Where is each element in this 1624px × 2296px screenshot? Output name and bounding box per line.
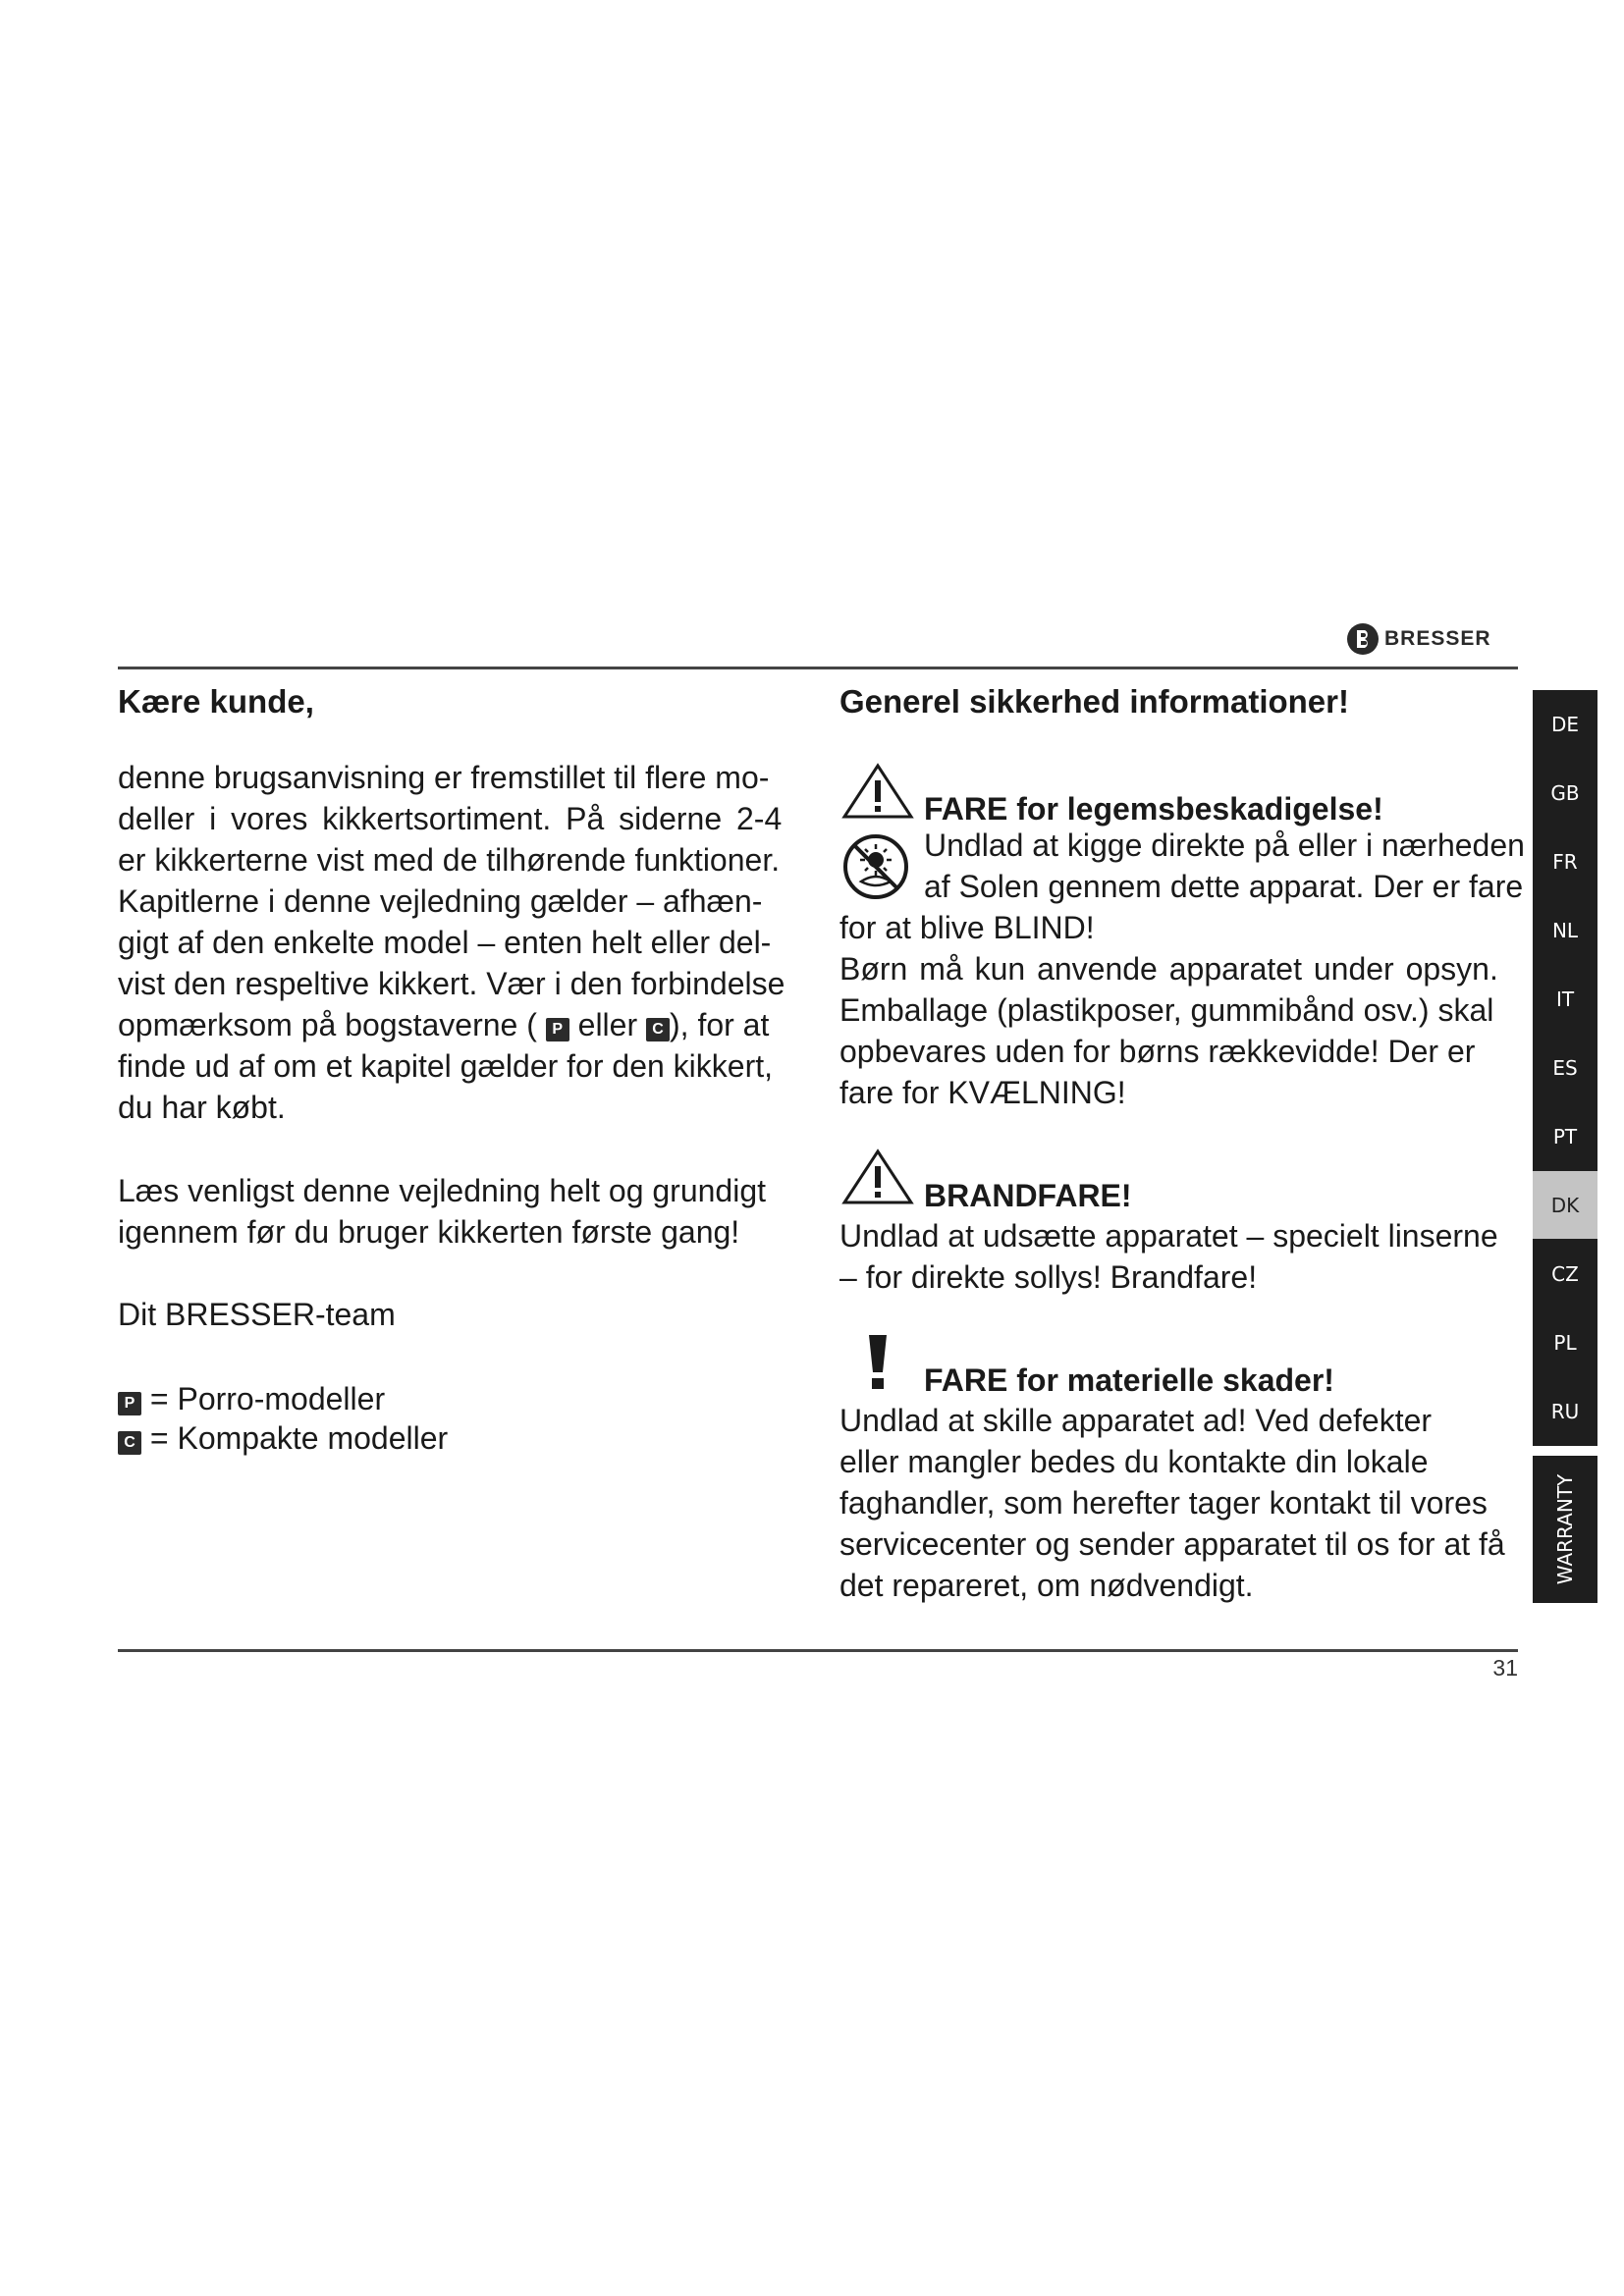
compact-marker-icon: C [646,1018,670,1041]
material-title: FARE for materielle skader! [924,1362,1334,1398]
tab-de[interactable]: DE [1533,690,1597,759]
intro-line: opmærksom på bogstaverne ( P eller C ), for at [118,1007,770,1042]
brand-name: BRESSER [1384,627,1491,650]
material-line: Undlad at skille apparatet ad! Ved defekter [839,1403,1433,1438]
intro-line: du har købt. [118,1090,286,1125]
header-rule [118,667,1518,669]
legend-porro: P = Porro-modeller [118,1378,385,1419]
greeting-heading: Kære kunde, [118,683,314,720]
material-line: faghandler, som herefter tager kontakt til vores [839,1485,1488,1521]
danger-line: af Solen gennem dette apparat. Der er fare [924,869,1524,904]
read-paragraph [118,1170,766,1253]
danger-line: Børn må kun anvende apparatet under opsyn. [839,951,1498,987]
material-damage-icon [867,1335,889,1390]
read-line: igennem før du bruger kikkerten første gang! [118,1214,740,1250]
intro-line: denne brugsanvisning er fremstillet til flere mo- [118,760,770,795]
danger-line: opbevares uden for børns rækkevidde! Der er [839,1034,1476,1069]
porro-key-icon: P [118,1392,141,1415]
intro-line: deller i vores kikkertsortiment. På siderne 2-4 [118,801,783,836]
page-number: 31 [1492,1655,1518,1681]
tab-pl[interactable]: PL [1533,1308,1597,1377]
danger-line: for at blive BLIND! [839,910,1095,945]
language-tabs [1533,690,1597,1603]
safety-heading: Generel sikkerhed informationer! [839,683,1349,720]
intro-line: finde ud af om et kapitel gælder for den kikkert, [118,1048,774,1084]
fire-title: BRANDFARE! [924,1178,1132,1213]
porro-marker-icon: P [546,1018,569,1041]
warranty-label: WARRANTY [1553,1473,1577,1585]
intro-line: er kikkerterne vist med de tilhørende funktioner. [118,842,781,878]
tab-dk[interactable]: DK [1533,1171,1597,1240]
danger-line: Undlad at kigge direkte på eller i nærheden [924,828,1525,863]
legend-compact: C = Kompakte modeller [118,1417,448,1459]
danger-injury-body [839,907,1498,1113]
fire-line: Undlad at udsætte apparatet – specielt linserne [839,1218,1498,1254]
tab-it[interactable]: IT [1533,965,1597,1034]
intro-line: gigt af den enkelte model – enten helt eller del- [118,925,772,960]
danger-injury-indented [924,825,1525,907]
bresser-logo [1347,622,1491,656]
material-line: det repareret, om nødvendigt. [839,1568,1254,1603]
fire-body [839,1215,1498,1298]
danger-injury-title: FARE for legemsbeskadigelse! [924,791,1383,827]
warning-triangle-icon [841,763,914,820]
danger-line: Emballage (plastikposer, gummibånd osv.) skal [839,992,1494,1028]
danger-line: fare for KVÆLNING! [839,1075,1126,1110]
fire-line: – for direkte sollys! Brandfare! [839,1259,1258,1295]
tab-warranty[interactable] [1533,1456,1597,1603]
signoff: Dit BRESSER-team [118,1297,396,1332]
tab-nl[interactable]: NL [1533,896,1597,965]
intro-paragraph [118,757,785,1128]
tab-cz[interactable]: CZ [1533,1240,1597,1308]
tab-fr[interactable]: FR [1533,828,1597,896]
tab-pt[interactable]: PT [1533,1102,1597,1171]
fire-warning-icon [841,1148,914,1205]
footer-rule [118,1649,1518,1652]
tab-es[interactable]: ES [1533,1034,1597,1102]
read-line: Læs venligst denne vejledning helt og grundigt [118,1173,767,1208]
intro-line: Kapitlerne i denne vejledning gælder – afhæn- [118,883,763,919]
tab-gb[interactable]: GB [1533,759,1597,828]
tab-ru[interactable]: RU [1533,1377,1597,1446]
intro-line: vist den respeltive kikkert. Vær i den forbindelse [118,966,785,1001]
no-sun-viewing-icon [841,832,910,901]
material-line: eller mangler bedes du kontakte din lokale [839,1444,1429,1479]
material-body [839,1400,1505,1606]
bresser-logo-icon [1347,623,1379,655]
compact-key-icon: C [118,1431,141,1455]
material-line: servicecenter og sender apparatet til os for at få [839,1526,1505,1562]
